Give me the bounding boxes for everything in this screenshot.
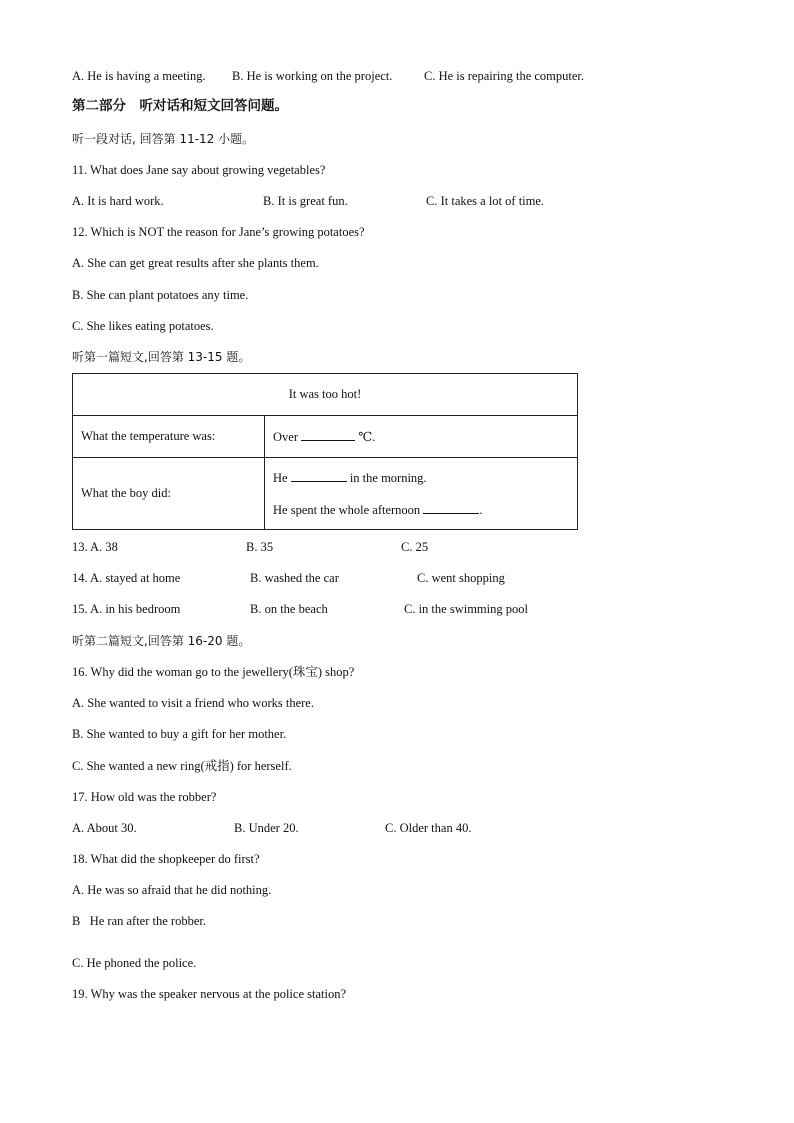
q11-option-b: B. It is great fun.	[263, 194, 348, 208]
q10-option-c: C. He is repairing the computer.	[424, 69, 585, 83]
q11-stem: 11. What does Jane say about growing vegetables?	[72, 163, 326, 177]
q17-option-c: C. Older than 40.	[385, 821, 472, 835]
q11-option-a: A. It is hard work.	[72, 194, 164, 208]
q19-stem: 19. Why was the speaker nervous at the police station?	[72, 987, 346, 1001]
q15-option-c: C. in the swimming pool	[404, 602, 528, 616]
q18-stem: 18. What did the shopkeeper do first?	[72, 852, 260, 866]
dialog-instruction: 听一段对话, 回答第 11-12 小题。	[72, 132, 255, 146]
table-title: It was too hot!	[73, 374, 578, 416]
passage1-instruction: 听第一篇短文,回答第 13-15 题。	[72, 350, 251, 364]
q16-option-b: B. She wanted to buy a gift for her mother.	[72, 727, 287, 741]
blank-temperature	[301, 428, 355, 441]
answer-table	[72, 373, 578, 530]
q11-option-c: C. It takes a lot of time.	[426, 194, 545, 208]
q12-option-b: B. She can plant potatoes any time.	[72, 288, 249, 302]
q13-option-b: B. 35	[246, 540, 274, 554]
q12-option-c: C. She likes eating potatoes.	[72, 319, 214, 333]
part2-heading: 第二部分 听对话和短文回答问题。	[72, 98, 288, 114]
table-row2-label: What the boy did:	[73, 458, 265, 530]
q12-option-a: A. She can get great results after she plants them.	[72, 256, 319, 270]
table-row1-value	[265, 416, 578, 458]
row2-line1-prefix: He	[273, 471, 288, 485]
q13-option-c: C. 25	[401, 540, 429, 554]
q12-stem: 12. Which is NOT the reason for Jane’s growing potatoes?	[72, 225, 365, 239]
row2-line1	[273, 469, 569, 486]
row1-suffix: ℃.	[358, 430, 376, 444]
q15-option-b: B. on the beach	[250, 602, 328, 616]
row2-line2-prefix: He spent the whole afternoon	[273, 503, 421, 517]
blank-afternoon	[423, 501, 479, 514]
q17-option-a: A. About 30.	[72, 821, 137, 835]
row2-line2	[273, 501, 569, 518]
q13-option-a: 13. A. 38	[72, 540, 118, 554]
passage2-instruction: 听第二篇短文,回答第 16-20 题。	[72, 634, 251, 648]
q14-option-a: 14. A. stayed at home	[72, 571, 181, 585]
q10-option-a: A. He is having a meeting.	[72, 69, 206, 83]
table-row2-value	[265, 458, 578, 530]
q17-stem: 17. How old was the robber?	[72, 790, 217, 804]
q18-option-c: C. He phoned the police.	[72, 956, 197, 970]
q16-option-c: C. She wanted a new ring(戒指) for herself.	[72, 759, 292, 773]
q18-option-a: A. He was so afraid that he did nothing.	[72, 883, 272, 897]
table-row1-label: What the temperature was:	[73, 416, 265, 458]
q16-option-a: A. She wanted to visit a friend who works there.	[72, 696, 314, 710]
q15-option-a: 15. A. in his bedroom	[72, 602, 181, 616]
row1-prefix: Over	[273, 430, 298, 444]
blank-morning	[291, 469, 347, 482]
q10-option-b: B. He is working on the project.	[232, 69, 393, 83]
q14-option-b: B. washed the car	[250, 571, 339, 585]
row2-line2-suffix: .	[479, 503, 483, 517]
q17-option-b: B. Under 20.	[234, 821, 299, 835]
q16-stem: 16. Why did the woman go to the jewellery(珠宝) shop?	[72, 665, 355, 679]
q18-option-b: B He ran after the robber.	[72, 914, 206, 928]
row2-line1-suffix: in the morning.	[349, 471, 427, 485]
q14-option-c: C. went shopping	[417, 571, 505, 585]
